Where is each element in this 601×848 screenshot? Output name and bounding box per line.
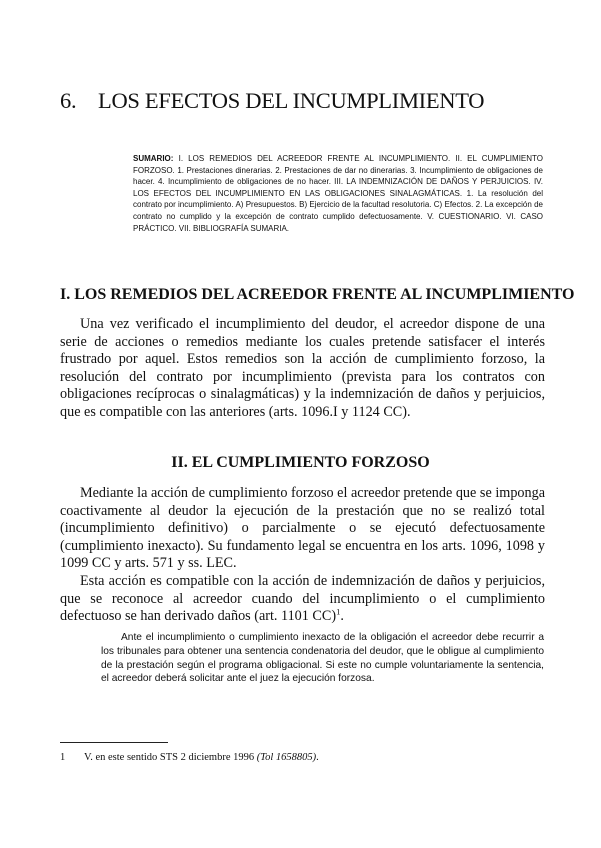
paragraph2-end: . [340,608,344,625]
section2-paragraph1 [60,485,545,573]
section2-paragraph2 [60,573,545,626]
summary-text: I. LOS REMEDIOS DEL ACREEDOR FRENTE AL INCUMPLIMIENTO. II. EL CUMPLIMIENTO FORZOSO. 1. Prestaciones dinerarias. 2. Prestaciones de dar no dinerarias. 3. Incumplimiento de obligaciones de hacer. 4. Incumplimiento de obligaciones de no hacer. III. LA INDEMNIZACIÓN DE DAÑOS Y PERJUICIOS. IV. LOS EFECTOS DEL INCUMPLIMIENTO EN LAS OBLIGACIONES SINALAGMÁTICAS. 1. La resolución del contrato por incumplimiento. A) Presupuestos. B) Ejercicio de la facultad resolutoria. C) Efectos. 2. La excepción de contrato no cumplido y la excepción de contrato cumplido defectuosamente. V. CUESTIONARIO. VI. CASO PRÁCTICO. VII. BIBLIOGRAFÍA SUMARIA. [133,154,543,233]
footnote-ref-1[interactable]: 1 [336,606,341,617]
section2-heading: II. EL CUMPLIMIENTO FORZOSO [171,454,430,471]
block-quote-text: Ante el incumplimiento o cumplimiento inexacto de la obligación el acreedor debe recurrir a los tribunales para obtener una sentencia condenatoria del deudor, que le obligue al cumplimiento de la prestación según el programa obligacional. Si este no cumple voluntariamente la sentencia, el acreedor deberá solicitar ante el juez la ejecución forzosa. [101,632,544,685]
footnote-divider [60,742,168,743]
section1-paragraph [60,316,545,422]
paragraph2-body: Esta acción es compatible con la acción de indemnización de daños y perjuicios, que se reconoce al acreedor cuando del incumplimiento o el cumplimiento defectuoso se han derivado daños (art. 1101 CC) [60,573,545,625]
section1-heading: I. LOS REMEDIOS DEL ACREEDOR FRENTE AL INCUMPLIMIENTO [60,286,575,303]
chapter-title-text: LOS EFECTOS DEL INCUMPLIMIENTO [98,88,485,113]
section2-paragraph2-text [60,573,545,626]
footnote-reference: (Tol 1658805) [256,752,317,763]
section1-paragraph-text: Una vez verificado el incumplimiento del deudor, el acreedor dispone de una serie de acciones o remedios mediante los cuales pretende satisfacer el interés frustrado por aquel. Estos remedios son la acción de cumplimiento forzoso, la resolución del contrato por incumplimiento (prevista para los contratos con obligaciones recíprocas o sinalagmáticas) y la indemnización de daños y perjuicios, que es compatible con las anteriores (arts. 1096.I y 1124 CC). [60,316,545,420]
summary-block [133,153,543,234]
block-quote [101,631,544,686]
footnote-number: 1 [60,752,66,763]
section2-paragraph1-text: Mediante la acción de cumplimiento forzoso el acreedor pretende que se imponga coactivamente al deudor la ejecución de la prestación que no se realizó total (incumplimiento definitivo) o parcialmente o se ejecutó defectuosamente (cumplimiento inexacto). Su fundamento legal se encuentra en los arts. 1096, 1098 y 1099 CC y arts. 571 y ss. LEC. [60,485,545,572]
summary-label: SUMARIO: [133,154,174,163]
footnote [60,752,545,763]
chapter-title [60,88,550,114]
footnote-text: V. en este sentido STS 2 diciembre 1996 [84,752,257,763]
chapter-number: 6. [60,88,77,113]
footnote-end: . [316,752,319,763]
